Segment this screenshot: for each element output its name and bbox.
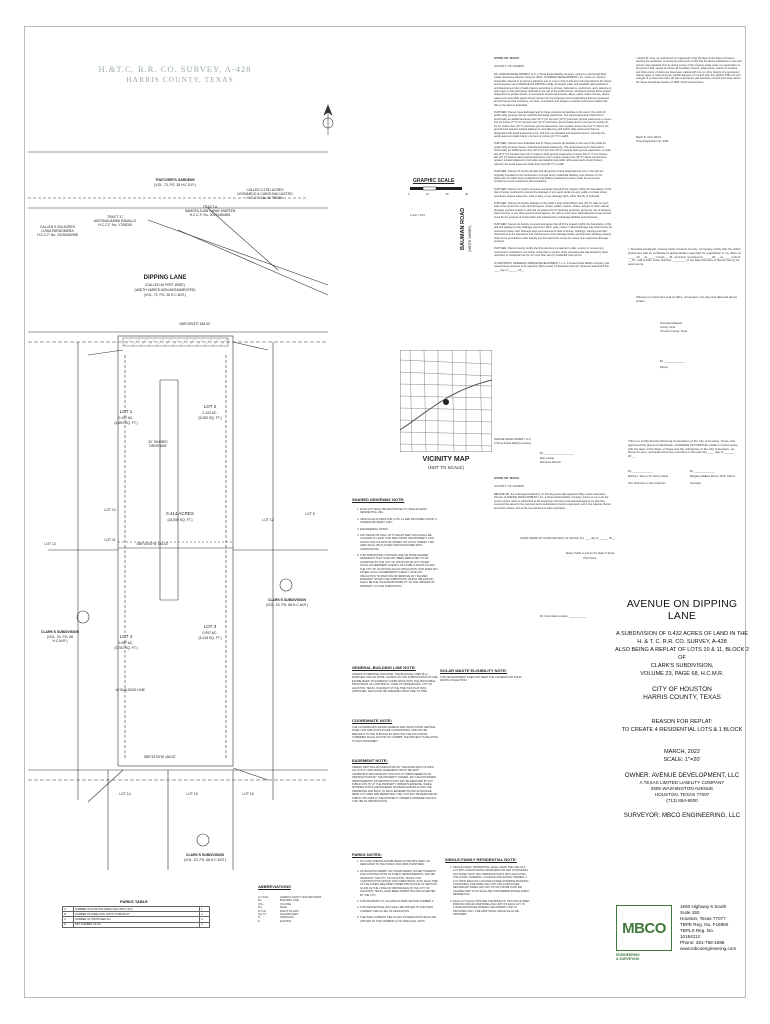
title-scale: SCALE: 1"=20' (663, 757, 701, 763)
parks-table-heading: PARKS TABLE (120, 899, 148, 904)
vicinity-map (400, 350, 492, 452)
dedication-paragraph: FURTHER, Owners have dedicated and by these presents do dedicate to the use of the public for public utility purpose forever unobstructed aerial easements. The aerial easements shall extend horizontally an additional ten feet (10' 0") for ten feet (10' 0") back-to-back ground easements, or eight feet (8' 0") for fourteen feet (14' 0") back-to-back ground easements or seven feet (7' 0") for sixteen feet (16' 0") back-to-back ground easements, from a plane sixteen feet (16' 0") above ground level upward, located adjacent to both sides and adjoining all public utility easements shown hereon, whereby the aerial easement totals thirty feet (30' 0") in width. (494, 142, 611, 166)
vicinity-map-subtitle: (NOT TO SCALE) (428, 465, 464, 470)
bearing-south: S89°43'03"W 184.02' (144, 755, 176, 759)
table-cell: NUMBER OF PROPOSED DU (73, 917, 199, 922)
abbr-value: SQUARE FEET (280, 913, 299, 917)
shared-driveway-label: 20' SHARED DRIVEWAY (148, 440, 168, 448)
clarks-bottom-label: CLARK'S SUBDIVISION (186, 853, 224, 857)
mbco-logo-letters: MBCO (622, 919, 666, 937)
mbco-address-line: TBPE Reg. No. F16850 (680, 922, 729, 927)
clerk-by: By: ______________ (660, 360, 685, 363)
title-surveyor: SURVEYOR: MBCO ENGINEERING, LLC (623, 812, 741, 819)
acknowledgement-text: BEFORE ME, the undersigned authority, on this day personally appeared Mary Lawler, Executive Director of AVENUE DEVELOPMENT, LLC, a Texas limited liability company, known to me to be the person whose name is subscribed to the foregoing instrument and acknowledged to me that they executed the same for the purposes and considerations therein expressed, and in the capacity therein and herein stated, and as the act and deed of said corporation. (494, 493, 611, 510)
building-line-note: UNLESS OTHERWISE INDICATED, THE BUILDING LINES (B.L.), WHETHER ONE OR MORE, SHOWN ON THIS SUBDIVISION PLAT ARE ESTABLISHED TO EVIDENCE COMPLIANCE WITH THE APPLICABLE PROVISIONS OF CHAPTER 42, CODE OF ORDINANCES, CITY OF HOUSTON, TEXAS, IN EFFECT AT THE TIME THIS PLAT WAS APPROVED, WHICH MAY BE AMENDED FROM TIME TO TIME. (352, 673, 438, 694)
clarks-left-label: CLARK'S SUBDIVISION (41, 630, 79, 634)
table-cell: 1 (199, 907, 209, 912)
planning-by-1: By: ______________ (628, 470, 653, 473)
shared-driveway-notes (352, 508, 438, 591)
dedication-paragraph: FURTHER, Owners have dedicated and by these presents do dedicate to the use of the public for public utility purpose forever unobstructed aerial easements. The aerial easements shall extend horizontally an additional eleven feet (11' 0") for ten feet (10' 0") perimeter ground easements or seven feet six inches (7' 6") for fourteen feet (14' 0") perimeter ground easements or five feet six inches (5' 6") for sixteen feet (16' 0") perimeter ground easements, from a plane sixteen feet (16' 0") above the ground level upward, located adjacent to and adjoining said public utility easements that are designated with aerial easements (U.E. and A.E.) as indicated and depicted hereon, whereby the aerial easement totals twenty one feet six inches (21' 6") in width. (494, 111, 612, 138)
title-reason: TO CREATE 4 RESIDENTIAL LOTS & 1 BLOCK (621, 727, 743, 733)
title-owner-phone: (713) 864-9000 (666, 798, 698, 803)
dedication-paragraph: FURTHER, Owners do hereby dedicate to the public a strip of land fifteen feet (15' 0") wide on each side of the center line of any and all bayous, creeks, gullies, ravines, draws, sloughs or other natural drainage courses located in said plat, as easements for drainage purposes, giving the City of Houston, Harris County, or any other governmental agency, the right to enter upon said easement at any and all times for the purpose of construction and maintenance of drainage facilities and structures. (494, 202, 612, 219)
thatchers-gardens-label: THATCHER'S GARDENS (155, 178, 195, 182)
surveyor-certification: I, Martin B. Cinis, am authorized (or registered) under the laws of the State of Texas to practice the profession of surveying and hereby certify that the above subdivision is true and correct; was prepared from an actual survey of the property made under my supervision on the ground; that, except as shown all boundary corners, angle points, points of curvature and other points of reference have been marked with iron (or other objects of a permanent nature) pipes or rods having an outside diameter of not less than five eighths (5/8) inch and a length of not less than three (3) feet; and that the plat boundary corners have been tied to the Texas Coordinate System of 1983, South Central Zone. (636, 57, 742, 84)
bauman-road-row: (WIDTH VARIES) (468, 225, 472, 252)
given-under-hand: GIVEN UNDER MY HAND AND SEAL OF OFFICE, this ____ day of ______, 20__. (520, 537, 616, 540)
note-item: 1. NO LAND IS BEING ESTABLISHED AS PRIVATE PARK OR DEDICATED TO THE PUBLIC FOR PARK PURPOSES. (360, 860, 438, 867)
easement-note: ABSENT WRITTEN AUTHORIZATION BY THE AFFECTED UTILITIES, ALL UTILITY AND AERIAL EASEMENTS MUST BE KEPT UNOBSTRUCTED FROM ANY NON-UTILITY IMPROVEMENTS OR OBSTRUCTIONS BY THE PROPERTY OWNER. ANY UNAUTHORIZED IMPROVEMENTS OR OBSTRUCTIONS MAY BE REMOVED BY ANY PUBLIC UTILITY AT THE PROPERTY OWNER'S EXPENSE. WHILE WOODEN POSTS AND PANELED WOODEN FENCES ALONG THE PERIMETER AND BACK TO BACK EASEMENTS AND ALONGSIDE REAR LOT LINES ARE PERMITTED, THEY TOO MAY BE REMOVED BY PUBLIC UTILITIES AT THE PROPERTY OWNER'S EXPENSE SHOULD THEY BE AN OBSTRUCTION. (352, 766, 438, 804)
note-item: 1. EACH LOT SHALL BE RESTRICTED TO SINGLE FAMILY RESIDENTIAL USE. (360, 508, 438, 515)
clerk-title: County Clerk (660, 326, 675, 329)
clerk-name: Teneshia Hudspeth (660, 322, 683, 325)
abbr-key: N (258, 916, 260, 920)
called-right-label: CALLED 0.2781 ACRES (246, 188, 284, 192)
lot1-sqft: (4,651 SQ. FT.) (114, 421, 138, 425)
called-right-ref: H.C.C.F. No. M-709154 (247, 196, 283, 200)
company-name: AVENUE DEVELOPMENT, LLC (494, 438, 531, 441)
table-cell: 4 (199, 917, 209, 922)
vicinity-map-title: VICINITY MAP (422, 456, 470, 463)
table-cell: D (63, 922, 74, 927)
easement-note-heading: EASEMENT NOTE: (352, 758, 388, 763)
tract-b-ref: H.C.C.F. No. Y708205 (98, 223, 132, 227)
lot4-label: LOT 4 (119, 634, 133, 639)
abbr-value: RIGHT-OF-WAY (280, 909, 299, 913)
dedication-paragraph: FURTHER, Owners hereby certify that this plat does not attempt to alter, amend, or remove any covenants or restrictions; we further certify that no portion of the preceding plat was limited by deed restriction to residential use for not more than two (2) residential units per lot. (494, 247, 608, 258)
mbco-address-line: www.mbcoengineering.com (680, 946, 737, 951)
title-date: MARCH, 2022 (663, 749, 701, 755)
note-item: 2. VEHICULAR ACCESS FOR LOTS 1-4 ARE PROVIDED FOR BY A SHARED DRIVEWAY ONLY. (360, 518, 438, 525)
note-item: 2. NO BUILDING PERMIT OR OTHER PERMIT, EXCEPT PERMITS FOR CONSTRUCTION OF PUBLIC IMPROVEMENTS, WILL BE ISSUED BY THE CITY OF HOUSTON, TEXAS, FOR CONSTRUCTION WITHIN THIS SUBDIVISION UNTIL SUCH TIME AS THE FUNDS REQUIRED UNDER PROVISIONS OF SECTION 42-253 OF THE CODE OF ORDINANCES OF THE CITY OF HOUSTON, TEXAS, HAVE BEEN SUBMITTED AND ACCEPTED BY THE CITY. (360, 870, 438, 897)
note-item: 5. THIS SUBDIVISION CONTAINS ONE OR MORE SHARED DRIVEWAYS THAT HAVE NOT BEEN DEDICATED TO OR ACCEPTED BY THE CITY OF HOUSTON OR ANY OTHER LOCAL GOVERNMENT AGENCY AS A PUBLIC RIGHT-OF-WAY. THE CITY OF HOUSTON HAS NO OBLIGATION, NOR DOES ANY OTHER LOCAL GOVERNMENT AGENCY HAVE ANY OBLIGATION TO MAINTAIN OR IMPROVE ANY SHARED DRIVEWAY WITHIN THE SUBDIVISION, WHICH OBLIGATION SHALL BE THE SOLE RESPONSIBILITY OF THE OWNERS OF PROPERTY IN THIS SUBDIVISION. (360, 554, 438, 588)
dipping-lane-vol: (VOL. 73, PG. 28 H.C.M.R.) (143, 293, 187, 297)
clerk-certification: I, Teneshia Hudspeth, County Clerk of Harris County, do hereby certify that the within instrument with its certificate of authentication was filed for registration in my office on ____, 20__, at ____ o'clock __.M., and duly recorded on ____, 20__, at ____ o'clock __.M., and at Film Code Number ________ of the Map Records of Harris County for said county. (628, 247, 742, 267)
company-sub: A Texas limited liability company (494, 442, 532, 445)
mbco-logo-tag2: & SURVEYING (616, 957, 640, 961)
tract-b-label: TRACT 17 (107, 215, 123, 219)
surveyor-name: Martin B. Cinis, RPLS (636, 136, 662, 139)
called-right-owner: LEONARDO & CAROLINA CASTRO (237, 192, 293, 196)
dedication-paragraph: FURTHER, Owners do hereby covenant and agree that all of the property within the boundaries of this plat and adjacent to any drainage easement, ditch, gully, creek or natural drainage way shall hereby be restricted to keep such drainage ways and easements clear of fences, buildings, planting and other obstructions to the operations and maintenance of the drainage facility and that such abutting property shall not be permitted to drain directly into this easement except by means of an approved drainage structure. (494, 223, 612, 244)
dedication-paragraph: We, AVENUE DEVELOPMENT, LLC, A Texas limited liability company, acting by and through Mary Lawler, Executive Director, being an officer of AVENUE DEVELOPMENT, LLC, owner (or owners) hereinafter referred to as Owners (whether one or more) of the 0.432 acre tract described in the above and foregoing map of AVENUE ON DIPPING LANE, do hereby make and establish said subdivision and development plan of said property according to all lines, dedications, restrictions, and notations on said maps or plat and hereby dedicate to the use of the public forever, all streets (except those streets designated as private streets, or permanent access easements), alleys, parks, water courses, drains, easements and public places shown thereon for the purposes and considerations therein expressed; and do hereby bind ourselves, our heirs, successors and assigns to warrant and forever defend the title on the land so dedicated. (494, 73, 612, 107)
title-line: H. & T. C. R.R. CO. SURVEY, A-428 (637, 639, 727, 645)
title-block (612, 598, 752, 820)
county-heading: COUNTY OF HARRIS (494, 64, 524, 68)
abbr-key: R.O.W. (258, 909, 267, 913)
north-arrow-icon (323, 105, 333, 135)
title-county: HARRIS COUNTY, TEXAS (643, 694, 721, 701)
dipping-lane-note: (WIDTH VARIES-NON-MONUMENTED) (134, 288, 196, 292)
clarks-right-vol: (VOL. 23, PG. 68 H.C.M.R.) (265, 603, 309, 607)
mbco-address-line: 10194112 (680, 934, 701, 939)
note-item: 2. EACH LOT SHALL PROVIDE A MINIMUM OF TWO OFF-STREET PARKING SPACES PER DWELLING UNIT ON EACH LOT. IN THOSE INSTANCES WHERE A SECONDARY UNIT IS PROVIDED ONLY ONE ADDITIONAL SPACE SHALL BE PROVIDED. (453, 900, 530, 917)
tract-b-owner: ANTONIA MARIA RAVALLO (93, 219, 137, 223)
dedication-paragraph: IN TESTIMONY WHEREOF, AVENUE DEVELOPMENT, L.L.C. A Texas limited liability company, has caused these presents to be signed by Mary Lawler, its Executive Director, thereunto authorized this ____ day of ______, 20__. (494, 261, 610, 272)
coordinate-note: THE COORDINATES SHOWN HEREON ARE TEXAS STATE CENTRAL ZONE, NAD 1983 STATE PLANE COORDINATES, AND MAY BE BROUGHT TO THE SURFACE BY APPLYING THE FOLLOWING COMBINED SCALE FACTOR OF 0.999885, THE PROJECT IS RELATIVE TO NGS MONUMENT. (352, 726, 438, 743)
title-reason-heading: REASON FOR REPLAT: (651, 719, 713, 725)
mbco-logo (616, 905, 676, 967)
lot-12-label: LOT 12 (262, 518, 274, 522)
planning-by-2: By: ______________ (690, 470, 715, 473)
clerk-witness: Witness my hand and seal of office, at Houston, the day and date last above written. (636, 295, 738, 303)
graphic-scale-title: GRAPHIC SCALE (413, 178, 455, 184)
building-line-label: 10' BUILDING LINE (115, 688, 145, 692)
single-family-note-heading: SINGLE-FAMILY RESIDENTIAL NOTE: (445, 857, 517, 862)
bearing-north: N89°43'03"E 184.02' (179, 322, 211, 326)
title-owner-addr1: 2505 WASHINGTON AVENUE (650, 786, 714, 791)
abbr-value: BUILDING LINE (280, 899, 299, 903)
abbreviations-heading: ABBREVIATIONS (258, 884, 291, 889)
table-row (63, 922, 210, 927)
signer-title: Executive Director (540, 461, 562, 464)
clarks-left-vol: (VOL. 23, PG. 68 H.C.M.R.) (46, 635, 73, 643)
bauman-road-label: BAUMAN ROAD (460, 207, 466, 250)
abbr-key: H.C.M.R. (258, 896, 269, 899)
planning-title-1: Vice Chairman or Vice Chairman (628, 482, 666, 485)
table-cell: NUMBER OF DWELLING UNITS TO BE BUILT (73, 912, 199, 917)
planning-certification: This is to certify that the Planning Commission of the City of Houston, Texas, has approved this plat and subdivision of AVENUE ON DIPPING LANE in conformance with the laws of the State of Texas and the ordinances of the City of Houston, as shown hereon, and authorized the recording of this plat this ____ day of ______, 20__. (628, 439, 738, 459)
tract-a-ref: H.C.C.F. No. 20170454853 (189, 213, 231, 217)
state-heading: STATE OF TEXAS (494, 56, 520, 60)
table-cell: NET NUMBER OF DU (73, 922, 199, 927)
abbr-value: EASTING (280, 919, 292, 923)
mbco-logo-tag1: ENGINEERING (616, 953, 640, 957)
table-cell: C (63, 917, 74, 922)
mbco-address-line: Phone: 281-768-1888 (680, 940, 725, 945)
commission-expires: My Commission expires: ____________ (540, 615, 587, 618)
bearing-mid: S89°43'03"W 184.02' (136, 542, 169, 546)
title-owner: OWNER: AVENUE DEVELOPMENT, LLC (624, 772, 740, 779)
lot3-label: LOT 3 (203, 624, 217, 629)
abbr-value: NORTHING (280, 916, 294, 920)
abbr-value: PAGE (280, 906, 288, 910)
lot3-sqft: (4,218 SQ. FT.) (198, 636, 222, 640)
owner-dedication-text (494, 73, 612, 276)
surveyor-reg: Texas Registration No. 4961 (636, 140, 669, 143)
dedication-paragraph: FURTHER, Owners do hereby declare that all parcels of land designated as lots on this plat are originally intended for the construction of single family residential dwelling units thereon (or the placement of mobile home subdivision) and shall be restricted for same under the terms and conditions of such restrictions filed separately. (494, 170, 604, 184)
signer-name: Mary Lawler (540, 457, 555, 460)
lot1-label: LOT 1 (119, 409, 133, 414)
lot4-sqft: (3,781 SQ. FT.) (114, 646, 138, 650)
note-item: 5. THE THEN-CURRENT FEE IN LIEU OF DEDICATION SHALL BE APPLIED TO THIS NUMBER (4) OF DWELLING UNITS. (360, 916, 438, 923)
abbr-value: VOLUME (280, 902, 291, 906)
building-line-note-heading: GENERAL BUILDING LINE NOTE: (352, 665, 416, 670)
state-heading-2: STATE OF TEXAS (494, 476, 520, 480)
title-line: A SUBDIVISION OF 0.432 ACRES OF LAND IN THE (615, 631, 748, 637)
lot-14-label: LOT 14 (119, 792, 131, 796)
abbr-key: VOL. (258, 902, 264, 906)
mbco-address-line: Houston, Texas 77077 (680, 916, 726, 921)
clarks-right-label: CLARK'S SUBDIVISION (268, 598, 306, 602)
table-cell: 4 (199, 912, 209, 917)
abbr-value: HARRIS COUNTY MAP RECORDS (280, 896, 322, 899)
title-owner-sub: A TEXAS LIMITED LIABILITY COMPANY (639, 780, 725, 785)
mbco-logo-box (616, 905, 672, 951)
clerk-deputy: Deputy (660, 366, 669, 369)
scale-tick: 10 (426, 193, 429, 196)
parks-table (62, 906, 210, 928)
scale-tick: 20 (445, 193, 449, 196)
abbr-key: E (258, 919, 260, 923)
dedication-paragraph: FURTHER, Owners do hereby covenant and agree that all of the property within the boundaries of this plat is hereby restricted to prevent the drainage of any septic tanks into any public or private street, permanent access easement, road or alley, or any drainage ditch, either directly or indirectly. (494, 187, 612, 198)
solar-note: THIS DEVELOPMENT DOES NOT MEET THE CRITERIA FOR SOLID WASTE COLLECTION. (440, 676, 522, 683)
single-family-notes (445, 866, 530, 920)
notary-line: Notary Public in and for the State of Texas (565, 552, 615, 555)
lot2-sqft: (5,350 SQ. FT.) (198, 416, 222, 420)
coordinate-note-heading: COORDINATE NOTE: (352, 718, 393, 723)
tract-a-owner: SAMOTA JUAN LARAY MARTEN (184, 209, 236, 213)
mbco-address (680, 904, 736, 952)
signature-by: By: ____________________ (540, 452, 574, 455)
total-sqft: (18,050 SQ. FT.) (167, 518, 193, 522)
plat-drawing (28, 80, 348, 880)
lot-9-label: LOT 9 (305, 512, 315, 516)
survey-header-line2: HARRIS COUNTY, TEXAS (126, 75, 234, 84)
lot2-label: LOT 2 (203, 404, 217, 409)
note-item: 4. THIS PERCENTAGE (0%) SHALL BE APPLIED TO THE THEN CURRENT FEE IN LIEU OF DEDICATION. (360, 906, 438, 913)
note-item: 4. ANY FENCE OR WALL UP TO EIGHT FEET HIGH SHALL BE LOCATED AT LEAST FIVE FEET FROM THE PROPERTY LINE ALONG THE COLLECTOR STREET OR LOCAL STREET. THIS AREA SHALL BE PLANTED AND MAINTAINED WITH LANDSCAPING. (360, 534, 438, 551)
table-cell: B (63, 912, 74, 917)
mbco-address-line: TBPLS Reg. No. (680, 928, 714, 933)
parks-notes (352, 860, 438, 926)
scale-tick: 40 (465, 193, 468, 196)
thatchers-gardens-vol: (VOL. 73, PG. 28 H.C.D.R.) (154, 183, 196, 187)
title-line: VOLUME 23, PAGE 68, H.C.M.R. (640, 671, 724, 677)
lot4-acres: 0.087 AC. (118, 641, 134, 645)
table-cell: NUMBER OF EXISTING DWELLING UNITS (DU) (73, 907, 199, 912)
scale-tick: 0 (408, 193, 410, 196)
table-cell: 3 (199, 922, 209, 927)
planning-name-1: Martha L. Stein or M. Sonny Garza (628, 475, 669, 478)
clarks-bottom-vol: (VOL. 23, PG. 68 H.C.M.R.) (183, 858, 227, 862)
mbco-address-line: 1550 Highway 6 South (680, 904, 727, 909)
parks-notes-heading: PARKS NOTES: (352, 852, 382, 857)
shared-driveway-note-heading: SHARED DRIVEWAY NOTE: (352, 497, 405, 502)
notary-name: Print Name (583, 557, 597, 560)
tract-a-label: TRACT A (202, 205, 218, 209)
lot2-acres: 0.123 AC. (202, 411, 218, 415)
abbr-key: PG. (258, 906, 263, 910)
title-line: CLARK'S SUBDIVISION, (650, 663, 714, 669)
abbr-key: SQ. FT. (258, 913, 267, 917)
dipping-lane-row: (CALLED 40 FEET WIDE) (145, 283, 185, 287)
county-heading-2: COUNTY OF HARRIS (494, 484, 524, 488)
planning-name-2: Margaret Wallace Brown, AICP, CNU-A (690, 475, 735, 478)
note-item: 3. ENGINEERING NOTES. (360, 528, 438, 531)
title-line: ALSO BEING A REPLAT OF LOTS 10 & 11, BLOCK 2 OF (615, 647, 749, 661)
solar-note-heading: SOLAR WASTE ELIGIBILITY NOTE: (440, 668, 508, 673)
lot-13-label: LOT 13 (44, 542, 56, 546)
abbr-key: B.L. (258, 899, 263, 903)
total-acres: 0.414 ACRES (166, 511, 194, 516)
dipping-lane-label: DIPPING LANE (143, 275, 187, 281)
called-left-ref: H.C.C.F. No. 20150160958 (37, 233, 78, 237)
mbco-address-line: Suite 150 (680, 910, 700, 915)
abbreviations-list (258, 896, 348, 923)
called-left-label: CALLED 0.334 ACRES (39, 225, 76, 229)
called-left-owner: LUISA PARDOMERA (41, 229, 74, 233)
lot-15-label: LOT 15 (186, 792, 198, 796)
planning-title-2: Secretary (690, 482, 702, 485)
title-city: CITY OF HOUSTON (652, 686, 712, 693)
table-cell: A (63, 907, 74, 912)
clerk-county: Of Harris County, Texas (660, 330, 688, 333)
graphic-scale-unit: 1 inch = 20 ft. (410, 214, 426, 217)
lot3-acres: 0.097 AC. (202, 631, 218, 635)
lot-16-label: LOT 16 (242, 792, 254, 796)
title-owner-addr2: HOUSTON, TEXAS 77007 (654, 792, 710, 797)
lot-10-label: LOT 10 (104, 508, 116, 512)
note-item: 1. SINGLE-FAMILY RESIDENTIAL SHALL MEAN THE USE OF A LOT WITH ONE BUILDING DESIGNED FOR AND CONTAINING NOT MORE THAN TWO SEPARATE UNITS WITH FACILITIES FOR LIVING, SLEEPING, COOKING AND EATING THEREIN. A LOT UPON WHICH IS LOCATED A FREE-STANDING BUILDING CONTAINING ONE DWELLING UNIT AND A DETACHED SECONDARY DWELLING UNIT OF NOT MORE THAN 900 SQUARE FEET ALSO SHALL BE CONSIDERED SINGLE FAMILY RESIDENTIAL. (453, 866, 530, 897)
survey-header-line1: H.&T.C. R.R. CO. SURVEY, A-428 (98, 64, 252, 74)
lot1-acres: 0.107 AC. (118, 416, 134, 420)
note-item: 3. THIS PROPERTY IS LOCATED IN PARK SECTOR NUMBER 3. (360, 900, 438, 903)
plat-title: AVENUE ON DIPPING LANE (626, 598, 738, 622)
lot-11-label: LOT 11 (104, 538, 116, 542)
graphic-scale-ticks (408, 193, 468, 196)
